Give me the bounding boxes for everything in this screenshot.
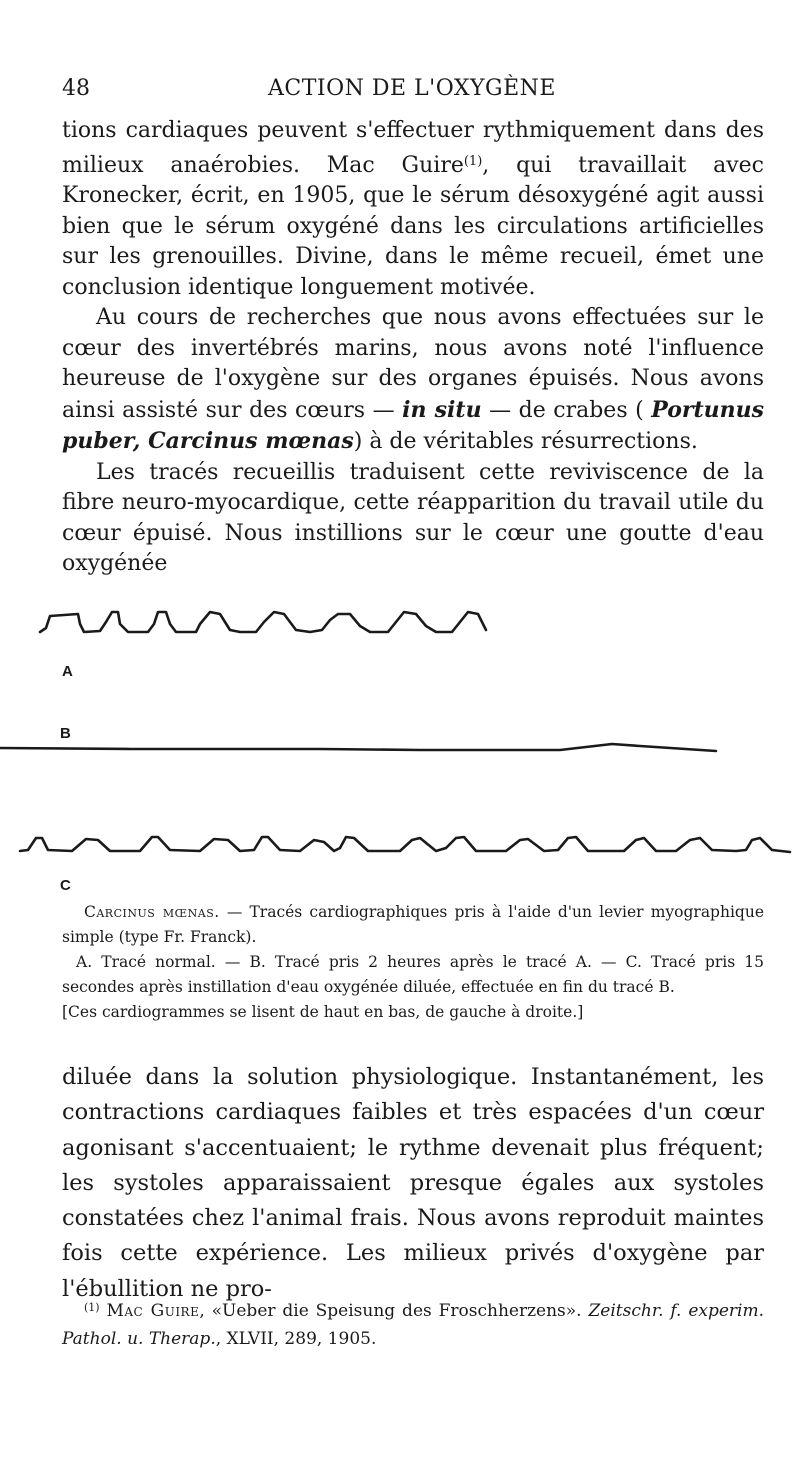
caption-line-1: Carcinus mœnas. — Tracés cardiographiques pris à l'aide d'un levier myographique simple (type Fr. Franck). [62, 903, 764, 946]
caption-line-2: A. Tracé normal. — B. Tracé pris 2 heures après le tracé A. — C. Tracé pris 15 secondes après instillation d'eau oxygénée diluée, effectuée en fin du tracé B. [62, 953, 764, 996]
paragraph-4: diluée dans la solution physiologique. Instantanément, les contractions cardiaques faibles et très espacées d'un cœur agonisant s'accentuaient; le rythme devenait plus fréquent; les systoles apparaissaient presque égales aux systoles constatées chez l'animal frais. Nous avons reproduit maintes fois cette expérience. Les milieux privés d'oxygène par l'ébullition ne pro- [62, 1064, 764, 1302]
page-number: 48 [62, 76, 90, 101]
page-header [62, 76, 762, 106]
caption-line-3: [Ces cardiogrammes se lisent de haut en bas, de gauche à droite.] [62, 1003, 584, 1021]
footnote-author: Mac Guire [106, 1301, 200, 1321]
running-title: ACTION DE L'OXYGÈNE [268, 76, 556, 101]
caption-species: Carcinus mœnas. [84, 903, 220, 921]
tracing-a [40, 612, 486, 632]
footnote: $^{(1)}$ Mac Guire, «Ueber die Speisung des Froschherzens». Zeitschr. f. experim. Pathol. u. Therap., XLVII, 289, 1905. [62, 1301, 765, 1349]
tracing-label-b: B [60, 725, 71, 742]
paragraph-3: Les tracés recueillis traduisent cette reviviscence de la fibre neuro-myocardique, cette réapparition du travail utile du cœur épuisé. Nous instillions sur le cœur une goutte d'eau oxygénée [62, 459, 764, 576]
paragraph-2: Au cours de recherches que nous avons effectuées sur le cœur des invertébrés marins, nous avons noté l'influence heureuse de l'oxygène sur des organes épuisés. Nous avons ainsi assisté sur des cœurs — in situ — de crabes ( Portunus puber, Carcinus mœnas) à de véritables résurrections. [62, 305, 764, 454]
paragraph-1: tions cardiaques peuvent s'effectuer rythmiquement dans des milieux anaérobies. Mac Guire$^{(1)}$, qui travaillait avec Kronecker, écrit, en 1905, que le sérum désoxygéné agit aussi bien que le sérum oxygéné dans les circulations artificielles sur les grenouilles. Divine, dans le même recueil, émet une conclusion identique longuement motivée. [62, 118, 764, 300]
body-text-top [62, 116, 764, 580]
cardiogram-figure [0, 594, 800, 914]
tracing-label-a: A [62, 663, 73, 680]
tracing-b [0, 744, 716, 751]
tracing-c [20, 837, 790, 852]
footnote-mark: (1) [84, 1301, 100, 1314]
figure-caption [62, 900, 764, 1025]
body-text-bottom [62, 1060, 764, 1307]
tracing-label-c: C [60, 877, 71, 894]
footnote-journal: Zeitschr. f. experim. Pathol. u. Therap. [62, 1301, 765, 1349]
footnote-reference[interactable]: (1) [463, 153, 483, 169]
